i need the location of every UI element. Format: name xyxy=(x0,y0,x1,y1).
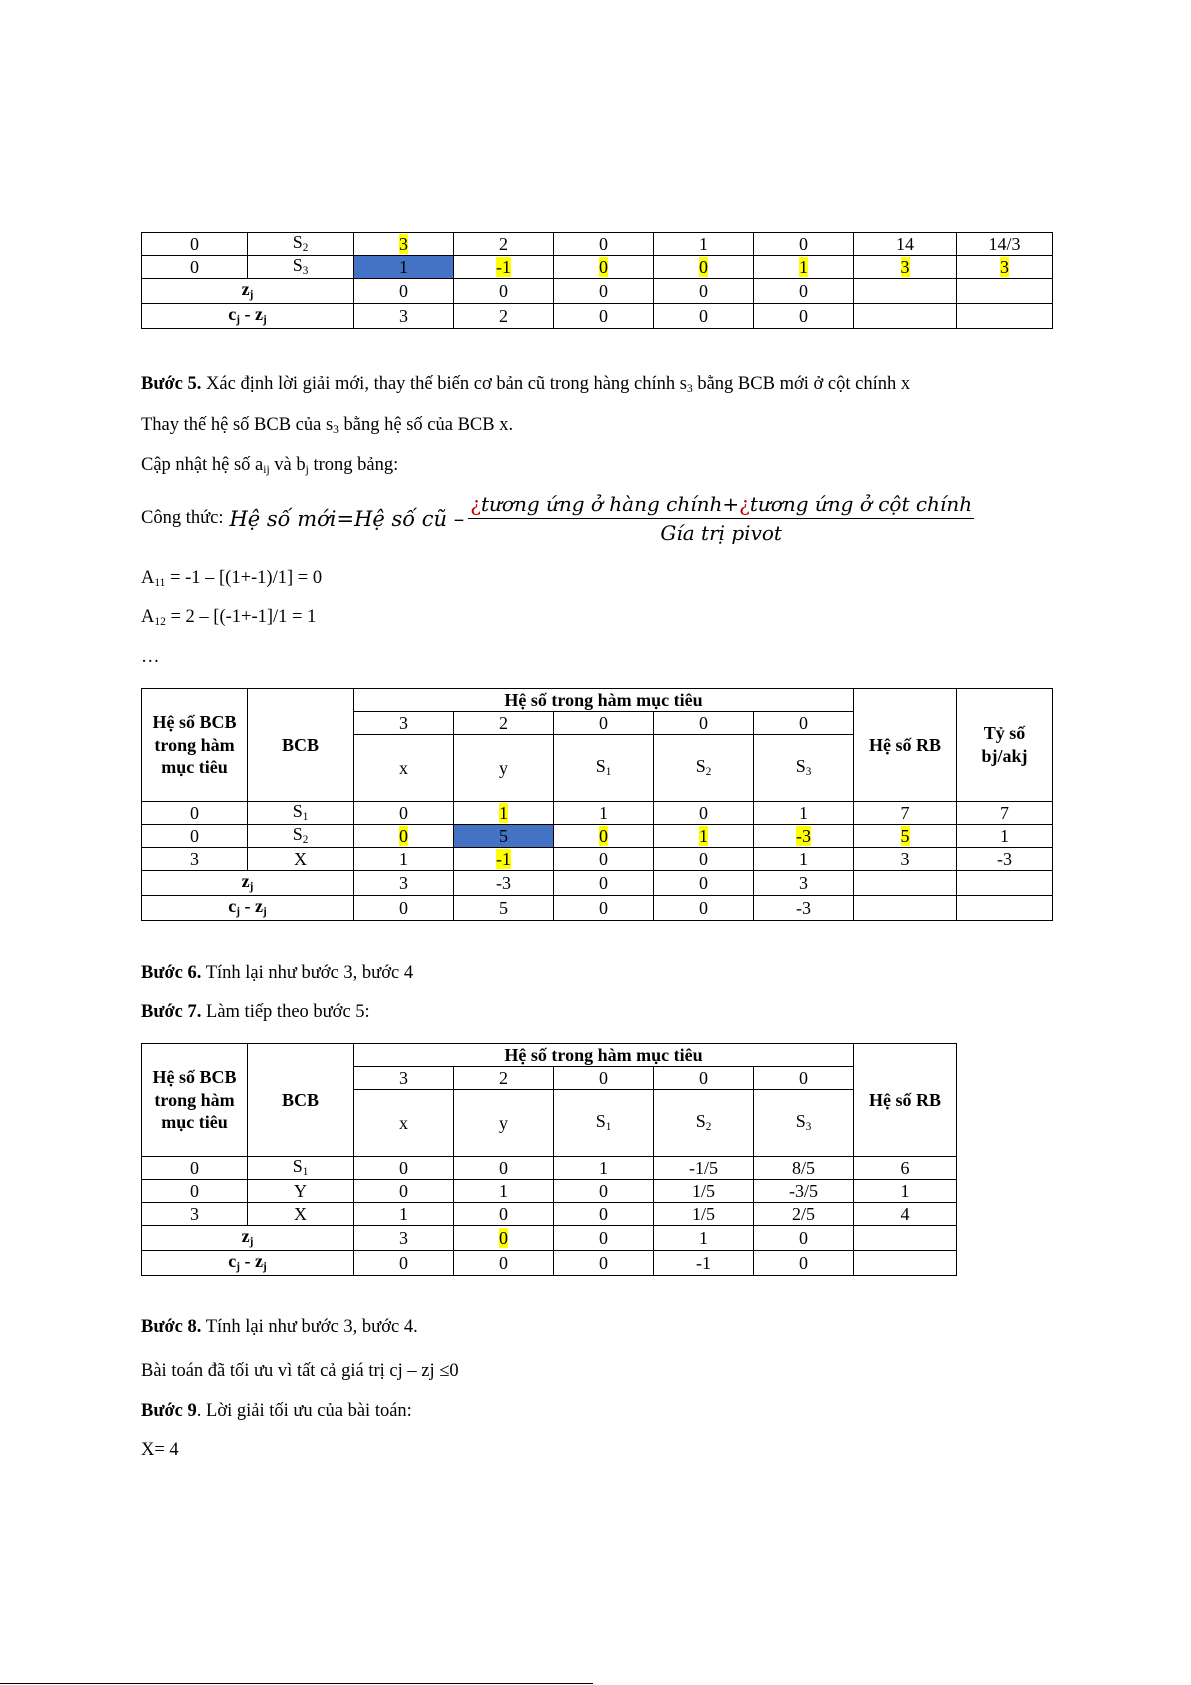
step5-paragraph: Bước 5. Xác định lời giải mới, thay thế biến cơ bản cũ trong hàng chính $s_3$ bằng BCB mới ở cột chính x xyxy=(141,374,911,395)
table-row: 0 $S_3$ 1 -1 0 0 1 3 3 xyxy=(142,256,1053,279)
simplex-table-3: Hệ số BCB trong hàm mục tiêu BCB Hệ số trong hàm mục tiêu Hệ số RB 3 2 0 0 0 x y $S_1$ $S_2$ $S_3$ 0 $S_1$ 0 0 1 -1/5 8/5 6 0 Y 0 1 0 1/5 -3/5 1 3 X 1 0 0 1/5 2/5 4 $z_j$ 3 0 0 1 0 $c_j - z_j$ 0 0 0 -1 0 xyxy=(141,1043,957,1276)
header-rb: Hệ số RB xyxy=(854,689,957,802)
table-row: 0 $S_1$ 0 1 1 0 1 7 7 xyxy=(142,802,1053,825)
cj-zj-row: $c_j - z_j$ 0 0 0 -1 0 xyxy=(142,1251,957,1276)
header-coef: Hệ số BCB trong hàm mục tiêu xyxy=(142,689,248,802)
header-ratio: Tỷ số bj/akj xyxy=(957,689,1053,802)
table-row: 0 $S_2$ 3 2 0 1 0 14 14/3 xyxy=(142,233,1053,256)
step8-paragraph: Bước 8. Tính lại như bước 3, bước 4. xyxy=(141,1317,418,1337)
pivot-cell: 5 xyxy=(454,825,554,848)
replace-paragraph: Thay thế hệ số BCB của $s_3$ bằng hệ số của BCB x. xyxy=(141,415,514,436)
header-bcb: BCB xyxy=(248,1044,354,1157)
header-objective: Hệ số trong hàm mục tiêu xyxy=(354,689,854,712)
formula: Công thức: Hệ số mới=Hệ số cũ – $\frac{\text{¿tương ứng ở hàng chính+¿tương ứng ở cột chính}}{\text{Gía trị pivot}}$ xyxy=(141,492,973,545)
calc-a11: $A_{11} = -1 - [(1+-1)/1] = 0$ xyxy=(141,568,323,589)
step7-paragraph: Bước 7. Làm tiếp theo bước 5: xyxy=(141,1002,370,1022)
ellipsis: … xyxy=(141,647,160,667)
simplex-table-1 xyxy=(141,232,1053,329)
footnote-separator xyxy=(0,1683,593,1684)
zj-row: $z_j$ 3 0 0 1 0 xyxy=(142,1226,957,1251)
table-row: 0 $S_1$ 0 0 1 -1/5 8/5 6 xyxy=(142,1157,957,1180)
table-row: 3 X 1 0 0 1/5 2/5 4 xyxy=(142,1203,957,1226)
table-row: 0 $S_2$ 0 5 0 1 -3 5 1 xyxy=(142,825,1053,848)
cj-zj-row: $c_j - z_j$ 3 2 0 0 0 xyxy=(142,304,1053,329)
header-coef: Hệ số BCB trong hàm mục tiêu xyxy=(142,1044,248,1157)
step6-paragraph: Bước 6. Tính lại như bước 3, bước 4 xyxy=(141,963,414,983)
zj-row: $z_j$ 3 -3 0 0 3 xyxy=(142,871,1053,896)
simplex-table-2: Hệ số BCB trong hàm mục tiêu BCB Hệ số trong hàm mục tiêu Hệ số RB Tỷ số bj/akj 3 2 0 0 0 x y $S_1$ $S_2$ $S_3$ 0 $S_1$ 0 1 1 0 1 7 7 0 $S_2$ 0 5 0 1 -3 5 1 3 X 1 -1 0 0 1 3 -3 $z_j$ 3 -3 0 0 3 $c_j - z_j$ 0 5 0 0 -3 xyxy=(141,688,1053,921)
header-rb: Hệ số RB xyxy=(854,1044,957,1157)
table-row: 3 X 1 -1 0 0 1 3 -3 xyxy=(142,848,1053,871)
table-row: 0 Y 0 1 0 1/5 -3/5 1 xyxy=(142,1180,957,1203)
pivot-cell: 1 xyxy=(354,256,454,279)
result-value: X= 4 xyxy=(141,1440,179,1460)
step9-paragraph: Bước 9. Lời giải tối ưu của bài toán: xyxy=(141,1401,412,1421)
optimal-statement: Bài toán đã tối ưu vì tất cả giá trị cj – zj ≤0 xyxy=(141,1361,459,1381)
zj-row: $z_j$ 0 0 0 0 0 xyxy=(142,279,1053,304)
calc-a12: $A_{12} = 2 - [(-1+-1]/1 = 1$ xyxy=(141,607,317,628)
header-bcb: BCB xyxy=(248,689,354,802)
header-objective: Hệ số trong hàm mục tiêu xyxy=(354,1044,854,1067)
cj-zj-row: $c_j - z_j$ 0 5 0 0 -3 xyxy=(142,896,1053,921)
update-paragraph: Cập nhật hệ số $a_{ij}$ và $b_j$ trong bảng: xyxy=(141,455,399,476)
formula-fraction: $\frac{\text{¿tương ứng ở hàng chính+¿tương ứng ở cột chính}}{\text{Gía trị pivot}}$ xyxy=(470,492,973,545)
